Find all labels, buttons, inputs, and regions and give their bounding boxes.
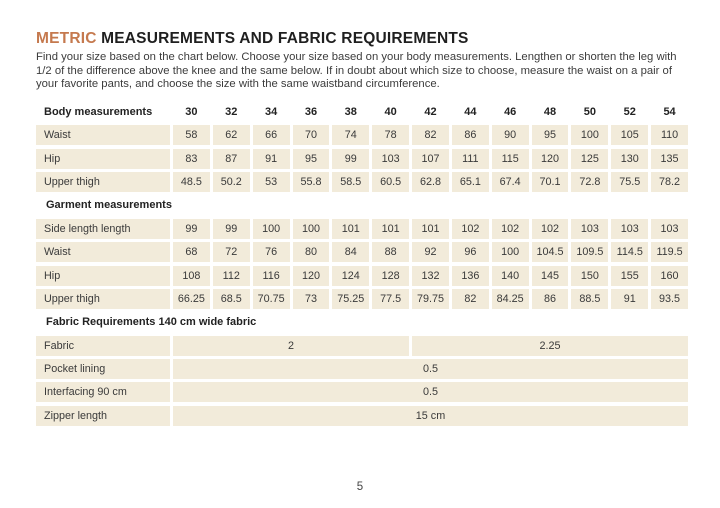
value-cell: 155 bbox=[611, 266, 648, 286]
value-cell: 108 bbox=[173, 266, 210, 286]
value-cell: 103 bbox=[611, 219, 648, 239]
page-content bbox=[36, 30, 688, 429]
value-cell: 102 bbox=[452, 219, 489, 239]
value-cell: 119.5 bbox=[651, 242, 688, 262]
value-cell: 99 bbox=[213, 219, 250, 239]
value-cell: 77.5 bbox=[372, 289, 409, 309]
value-cell: 105 bbox=[611, 125, 648, 145]
value-cell: 145 bbox=[532, 266, 569, 286]
value-cell: 109.5 bbox=[571, 242, 608, 262]
measurements-table bbox=[36, 102, 688, 426]
value-cell: 58.5 bbox=[332, 172, 369, 192]
value-cell: 114.5 bbox=[611, 242, 648, 262]
value-cell: 104.5 bbox=[532, 242, 569, 262]
value-cell: 84.25 bbox=[492, 289, 529, 309]
value-cell: 100 bbox=[571, 125, 608, 145]
value-cell: 96 bbox=[452, 242, 489, 262]
row-label: Fabric bbox=[36, 336, 170, 356]
value-cell: 55.8 bbox=[293, 172, 330, 192]
value-cell: 68.5 bbox=[213, 289, 250, 309]
value-cell: 86 bbox=[452, 125, 489, 145]
value-cell: 103 bbox=[571, 219, 608, 239]
value-cell: 66.25 bbox=[173, 289, 210, 309]
table-row bbox=[36, 219, 688, 239]
table-row bbox=[36, 336, 688, 356]
size-column-header: 54 bbox=[663, 105, 676, 118]
value-cell: 135 bbox=[651, 149, 688, 169]
value-cell: 91 bbox=[611, 289, 648, 309]
size-column-header: 44 bbox=[464, 105, 477, 118]
value-cell: 75.5 bbox=[611, 172, 648, 192]
value-cell: 100 bbox=[293, 219, 330, 239]
page-number: 5 bbox=[356, 481, 364, 493]
row-label: Waist bbox=[36, 242, 170, 262]
table-row bbox=[36, 289, 688, 309]
row-label: Upper thigh bbox=[36, 289, 170, 309]
table-row bbox=[36, 172, 688, 192]
size-column-header: 34 bbox=[264, 105, 278, 118]
table-row bbox=[36, 266, 688, 286]
row-label: Zipper length bbox=[36, 406, 170, 426]
value-cell: 95 bbox=[293, 149, 330, 169]
size-column-header: 36 bbox=[304, 105, 318, 118]
size-column-header: 30 bbox=[185, 105, 198, 118]
value-cell: 101 bbox=[332, 219, 369, 239]
value-cell: 80 bbox=[293, 242, 330, 262]
intro-text: Find your size based on the chart below. Choose your size based on your body measurements. Lengthen or shorten the leg with 1/2 of the difference above the knee and the same below. If in doubt about which size to choose, measure the waist on a pair of your favorite pants, and choose the size with the same waistband circumference. bbox=[36, 51, 677, 91]
value-cell: 100 bbox=[253, 219, 290, 239]
value-cell: 82 bbox=[452, 289, 489, 309]
value-cell: 132 bbox=[412, 266, 449, 286]
value-cell: 128 bbox=[372, 266, 409, 286]
value-cell: 124 bbox=[332, 266, 369, 286]
table-row bbox=[36, 359, 688, 379]
row-label: Waist bbox=[36, 125, 170, 145]
value-cell: 102 bbox=[532, 219, 569, 239]
value-cell: 78 bbox=[372, 125, 409, 145]
row-label: Interfacing 90 cm bbox=[36, 382, 170, 402]
value-cell: 112 bbox=[213, 266, 250, 286]
value-cell: 58 bbox=[173, 125, 210, 145]
value-cell: 91 bbox=[253, 149, 290, 169]
title-rest: MEASUREMENTS AND FABRIC REQUIREMENTS bbox=[96, 30, 469, 47]
value-cell: 101 bbox=[372, 219, 409, 239]
value-cell-span: 15 cm bbox=[173, 406, 688, 426]
value-cell: 116 bbox=[253, 266, 290, 286]
row-label: Hip bbox=[36, 266, 170, 286]
value-cell: 125 bbox=[571, 149, 608, 169]
value-cell: 65.1 bbox=[452, 172, 489, 192]
value-cell: 140 bbox=[492, 266, 529, 286]
size-column-header: 52 bbox=[623, 105, 636, 118]
value-cell: 120 bbox=[293, 266, 330, 286]
value-cell: 66 bbox=[253, 125, 290, 145]
size-header-label: Body measurements bbox=[44, 105, 153, 118]
row-label: Pocket lining bbox=[36, 359, 170, 379]
value-cell: 99 bbox=[332, 149, 369, 169]
value-cell: 93.5 bbox=[651, 289, 688, 309]
value-cell: 82 bbox=[412, 125, 449, 145]
value-cell: 92 bbox=[412, 242, 449, 262]
value-cell: 78.2 bbox=[651, 172, 688, 192]
value-cell: 76 bbox=[253, 242, 290, 262]
value-cell: 88 bbox=[372, 242, 409, 262]
value-cell: 102 bbox=[492, 219, 529, 239]
value-cell: 73 bbox=[293, 289, 330, 309]
table-row bbox=[36, 382, 688, 402]
size-column-header: 38 bbox=[344, 105, 357, 118]
value-cell: 48.5 bbox=[173, 172, 210, 192]
value-cell-span: 0.5 bbox=[173, 382, 688, 402]
value-cell: 83 bbox=[173, 149, 210, 169]
row-label: Hip bbox=[36, 149, 170, 169]
table-row bbox=[36, 125, 688, 145]
size-header-row bbox=[36, 102, 688, 122]
value-cell: 70 bbox=[293, 125, 330, 145]
title-highlight: METRIC bbox=[36, 30, 97, 47]
table-row bbox=[36, 149, 688, 169]
value-cell: 90 bbox=[492, 125, 529, 145]
value-cell: 136 bbox=[452, 266, 489, 286]
value-cell: 79.75 bbox=[412, 289, 449, 309]
value-cell: 101 bbox=[412, 219, 449, 239]
value-cell: 88.5 bbox=[571, 289, 608, 309]
row-label: Upper thigh bbox=[36, 172, 170, 192]
page-title bbox=[36, 30, 688, 48]
value-cell: 62.8 bbox=[412, 172, 449, 192]
value-cell: 86 bbox=[532, 289, 569, 309]
value-cell: 50.2 bbox=[213, 172, 250, 192]
value-cell: 150 bbox=[571, 266, 608, 286]
value-cell: 107 bbox=[412, 149, 449, 169]
size-column-header: 42 bbox=[424, 105, 437, 118]
value-cell: 84 bbox=[332, 242, 369, 262]
value-cell: 120 bbox=[532, 149, 569, 169]
table-row bbox=[36, 242, 688, 262]
row-label: Side length length bbox=[36, 219, 170, 239]
garment-section-heading: Garment measurements bbox=[46, 199, 172, 212]
value-cell: 95 bbox=[532, 125, 569, 145]
value-cell: 62 bbox=[213, 125, 250, 145]
value-cell-span: 2 bbox=[173, 336, 409, 356]
value-cell: 130 bbox=[611, 149, 648, 169]
value-cell: 100 bbox=[492, 242, 529, 262]
value-cell: 60.5 bbox=[372, 172, 409, 192]
value-cell: 160 bbox=[651, 266, 688, 286]
value-cell: 70.1 bbox=[532, 172, 569, 192]
value-cell-span: 2.25 bbox=[412, 336, 688, 356]
value-cell: 103 bbox=[651, 219, 688, 239]
value-cell-span: 0.5 bbox=[173, 359, 688, 379]
value-cell: 103 bbox=[372, 149, 409, 169]
value-cell: 74 bbox=[332, 125, 369, 145]
value-cell: 87 bbox=[213, 149, 250, 169]
size-column-header: 32 bbox=[225, 105, 238, 118]
value-cell: 115 bbox=[492, 149, 529, 169]
value-cell: 70.75 bbox=[253, 289, 290, 309]
size-column-header: 50 bbox=[583, 105, 596, 118]
value-cell: 53 bbox=[253, 172, 290, 192]
table-row bbox=[36, 406, 688, 426]
fabric-section-heading: Fabric Requirements 140 cm wide fabric bbox=[46, 316, 257, 329]
value-cell: 72.8 bbox=[571, 172, 608, 192]
value-cell: 99 bbox=[173, 219, 210, 239]
value-cell: 68 bbox=[173, 242, 210, 262]
value-cell: 111 bbox=[452, 149, 489, 169]
size-column-header: 40 bbox=[384, 105, 397, 118]
value-cell: 110 bbox=[651, 125, 688, 145]
size-column-header: 46 bbox=[504, 105, 517, 118]
value-cell: 67.4 bbox=[492, 172, 529, 192]
value-cell: 75.25 bbox=[332, 289, 369, 309]
size-column-header: 48 bbox=[543, 105, 557, 118]
value-cell: 72 bbox=[213, 242, 250, 262]
